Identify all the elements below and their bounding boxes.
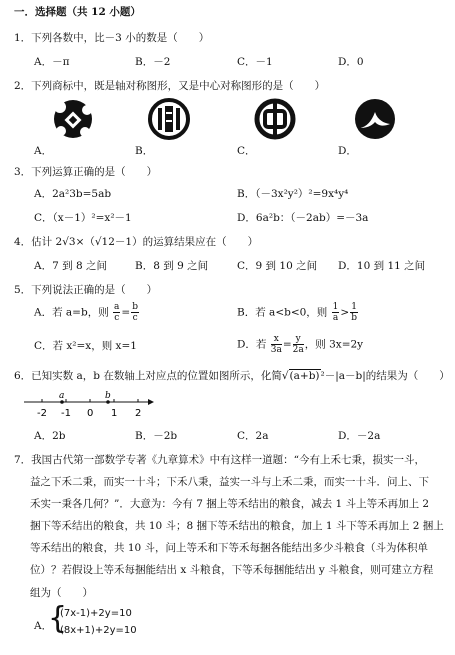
tick-label: 2 bbox=[135, 408, 142, 419]
q4-option-d: D．10 到 11 之间 bbox=[338, 260, 426, 272]
question-7-line: 禾实一秉各几何？”．大意为：今有 7 捆上等禾结出的粮食，减去 1 斗上等禾再加上 2 bbox=[30, 498, 430, 510]
q2-option-b: B． bbox=[135, 145, 154, 157]
q5-option-a: A．若 a=b，则 $\frac{a}{c}$ = $\frac{b}{c}$ bbox=[34, 302, 138, 323]
tick-label: 1 bbox=[111, 408, 118, 419]
tick-label: -2 bbox=[37, 408, 47, 419]
question-4-stem: 4．估计 2√3×（√12－1）的运算结果应在（ ） bbox=[14, 236, 259, 248]
question-7-line: 7．我国古代第一部数学专著《九章算术》中有这样一道题：“今有上禾七秉，损实一斗， bbox=[14, 454, 426, 466]
q1-option-b: B．－2 bbox=[135, 56, 171, 68]
question-7-line: 益之下禾二秉，而实一十斗；下禾八秉，益实一斗与上禾二秉，而实一十斗．问上、下 bbox=[30, 476, 429, 488]
tick-label: -1 bbox=[61, 408, 71, 419]
point-b-label: b bbox=[105, 391, 111, 401]
question-3-stem: 3．下列运算正确的是（ ） bbox=[14, 166, 158, 178]
q7-a-equation-1: (7x-1)+2y=10 bbox=[60, 608, 132, 619]
q3-option-a: A．2a²3b=5ab bbox=[34, 188, 112, 200]
section-title: 一．选择题（共 12 小题） bbox=[14, 6, 141, 18]
question-7-line: 组为（ ） bbox=[30, 587, 93, 599]
q3-option-c: C．（x－1）²=x²－1 bbox=[34, 212, 132, 224]
question-7-line: 捆下等禾结出的粮食，共 10 斗；8 捆下等禾结出的粮食，加上 1 斗下等禾再加上 2 捆上 bbox=[30, 520, 444, 532]
q1-option-c: C．－1 bbox=[237, 56, 273, 68]
q1-option-d: D．0 bbox=[338, 56, 364, 68]
q4-option-c: C．9 到 10 之间 bbox=[237, 260, 318, 272]
logo-a-icon bbox=[52, 98, 94, 140]
q6-option-a: A．2b bbox=[34, 430, 66, 442]
q3-option-d: D．6a²b：（－2ab）=－3a bbox=[237, 212, 369, 224]
q4-option-b: B．8 到 9 之间 bbox=[135, 260, 209, 272]
tick-label: 0 bbox=[87, 408, 94, 419]
q2-option-d: D． bbox=[338, 145, 357, 157]
q2-option-a: A． bbox=[34, 145, 53, 157]
question-2-stem: 2．下列商标中，既是轴对称图形，又是中心对称图形的是（ ） bbox=[14, 80, 326, 92]
logo-d-icon bbox=[354, 98, 396, 140]
q1-option-a: A．－π bbox=[34, 56, 70, 68]
q2-option-c: C． bbox=[237, 145, 256, 157]
q6-option-b: B．－2b bbox=[135, 430, 178, 442]
logo-b-icon bbox=[148, 98, 190, 140]
point-a-label: a bbox=[59, 391, 65, 401]
question-6-stem: 6．已知实数 a，b 在数轴上对应点的位置如图所示，化简√(a+b)²－|a－b|的结果为（ ） bbox=[14, 370, 450, 382]
q4-option-a: A．7 到 8 之间 bbox=[34, 260, 107, 272]
q6-option-d: D．－2a bbox=[338, 430, 381, 442]
q5-option-c: C．若 x²=x，则 x=1 bbox=[34, 340, 137, 352]
question-5-stem: 5．下列说法正确的是（ ） bbox=[14, 284, 158, 296]
q3-option-b: B．（－3x²y²）²=9x⁴y⁴ bbox=[237, 188, 349, 200]
q5-option-d: D．若 $\frac{x}{3a}$ = $\frac{y}{2a}$ ，则 3x=2y bbox=[237, 334, 364, 355]
q6-option-c: C．2a bbox=[237, 430, 269, 442]
q7-option-a-label: A． bbox=[34, 620, 53, 632]
question-7-line: 位）？若假设上等禾每捆能结出 x 斗粮食，下等禾每捆能结出 y 斗粮食，则可建立方程 bbox=[30, 564, 434, 576]
question-1-stem: 1．下列各数中，比－3 小的数是（ ） bbox=[14, 32, 210, 44]
equation-brace: { bbox=[48, 601, 68, 636]
q5-option-b: B．若 a<b<0，则 $\frac{1}{a}$ > $\frac{1}{b}$ bbox=[237, 302, 357, 323]
q7-a-equation-2: (8x+1)+2y=10 bbox=[60, 625, 137, 636]
number-line-diagram bbox=[24, 390, 154, 422]
question-7-line: 等禾结出的粮食，共 10 斗，问上等禾和下等禾每捆各能结出多少斗粮食（斗为体积单 bbox=[30, 542, 429, 554]
logo-c-icon bbox=[254, 98, 296, 140]
